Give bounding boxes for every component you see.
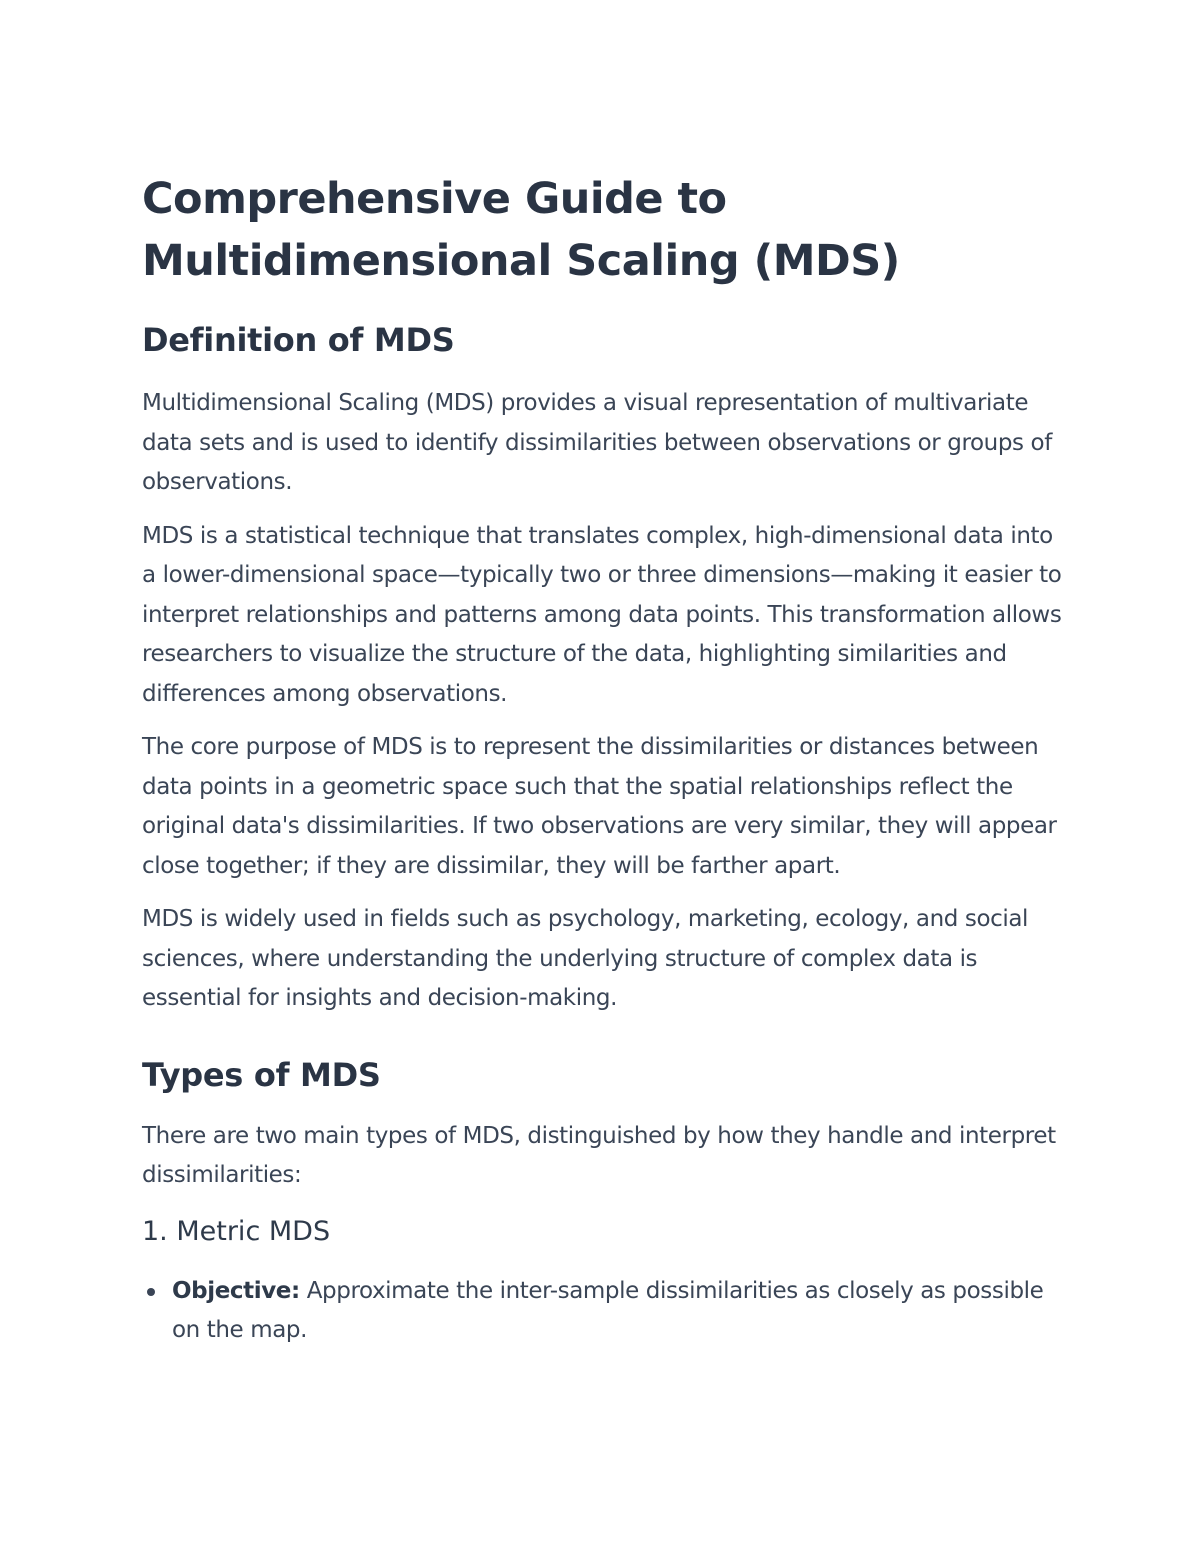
subsection-heading-metric-mds: 1. Metric MDS xyxy=(142,1215,331,1247)
list-item-label: Objective: xyxy=(172,1277,300,1304)
metric-mds-list xyxy=(142,1272,1062,1351)
definition-paragraph-4: MDS is widely used in fields such as psychology, marketing, ecology, and social sciences, where understanding the underlying structure of complex data is essential for insights and decision-making. xyxy=(142,906,1029,1011)
definition-paragraph-3: The core purpose of MDS is to represent the dissimilarities or distances between data points in a geometric space such that the spatial relationships reflect the original data's dissimilarities. If two observations are very similar, they will appear close together; if they are dissimilar, they will be farther apart. xyxy=(142,734,1057,879)
bullet-icon xyxy=(147,1288,155,1296)
section-heading-types: Types of MDS xyxy=(142,1055,381,1094)
section-heading-definition: Definition of MDS xyxy=(142,321,455,359)
list-item xyxy=(172,1272,1062,1351)
document-page xyxy=(142,168,1062,1351)
document-title: Comprehensive Guide to Multidimensional Scaling (MDS) xyxy=(142,174,900,286)
definition-paragraph-1: Multidimensional Scaling (MDS) provides a visual representation of multivariate data sets and is used to identify dissimilarities between observations or groups of observations. xyxy=(142,390,1052,495)
types-intro-paragraph: There are two main types of MDS, distinguished by how they handle and interpret dissimilarities: xyxy=(142,1122,1056,1188)
list-item-text: Approximate the inter-sample dissimilarities as closely as possible on the map. xyxy=(172,1277,1044,1343)
definition-paragraph-2: MDS is a statistical technique that translates complex, high-dimensional data into a lower-dimensional space—typically two or three dimensions—making it easier to interpret relationships and patterns among data points. This transformation allows researchers to visualize the structure of the data, highlighting similarities and differences among observations. xyxy=(142,522,1062,707)
